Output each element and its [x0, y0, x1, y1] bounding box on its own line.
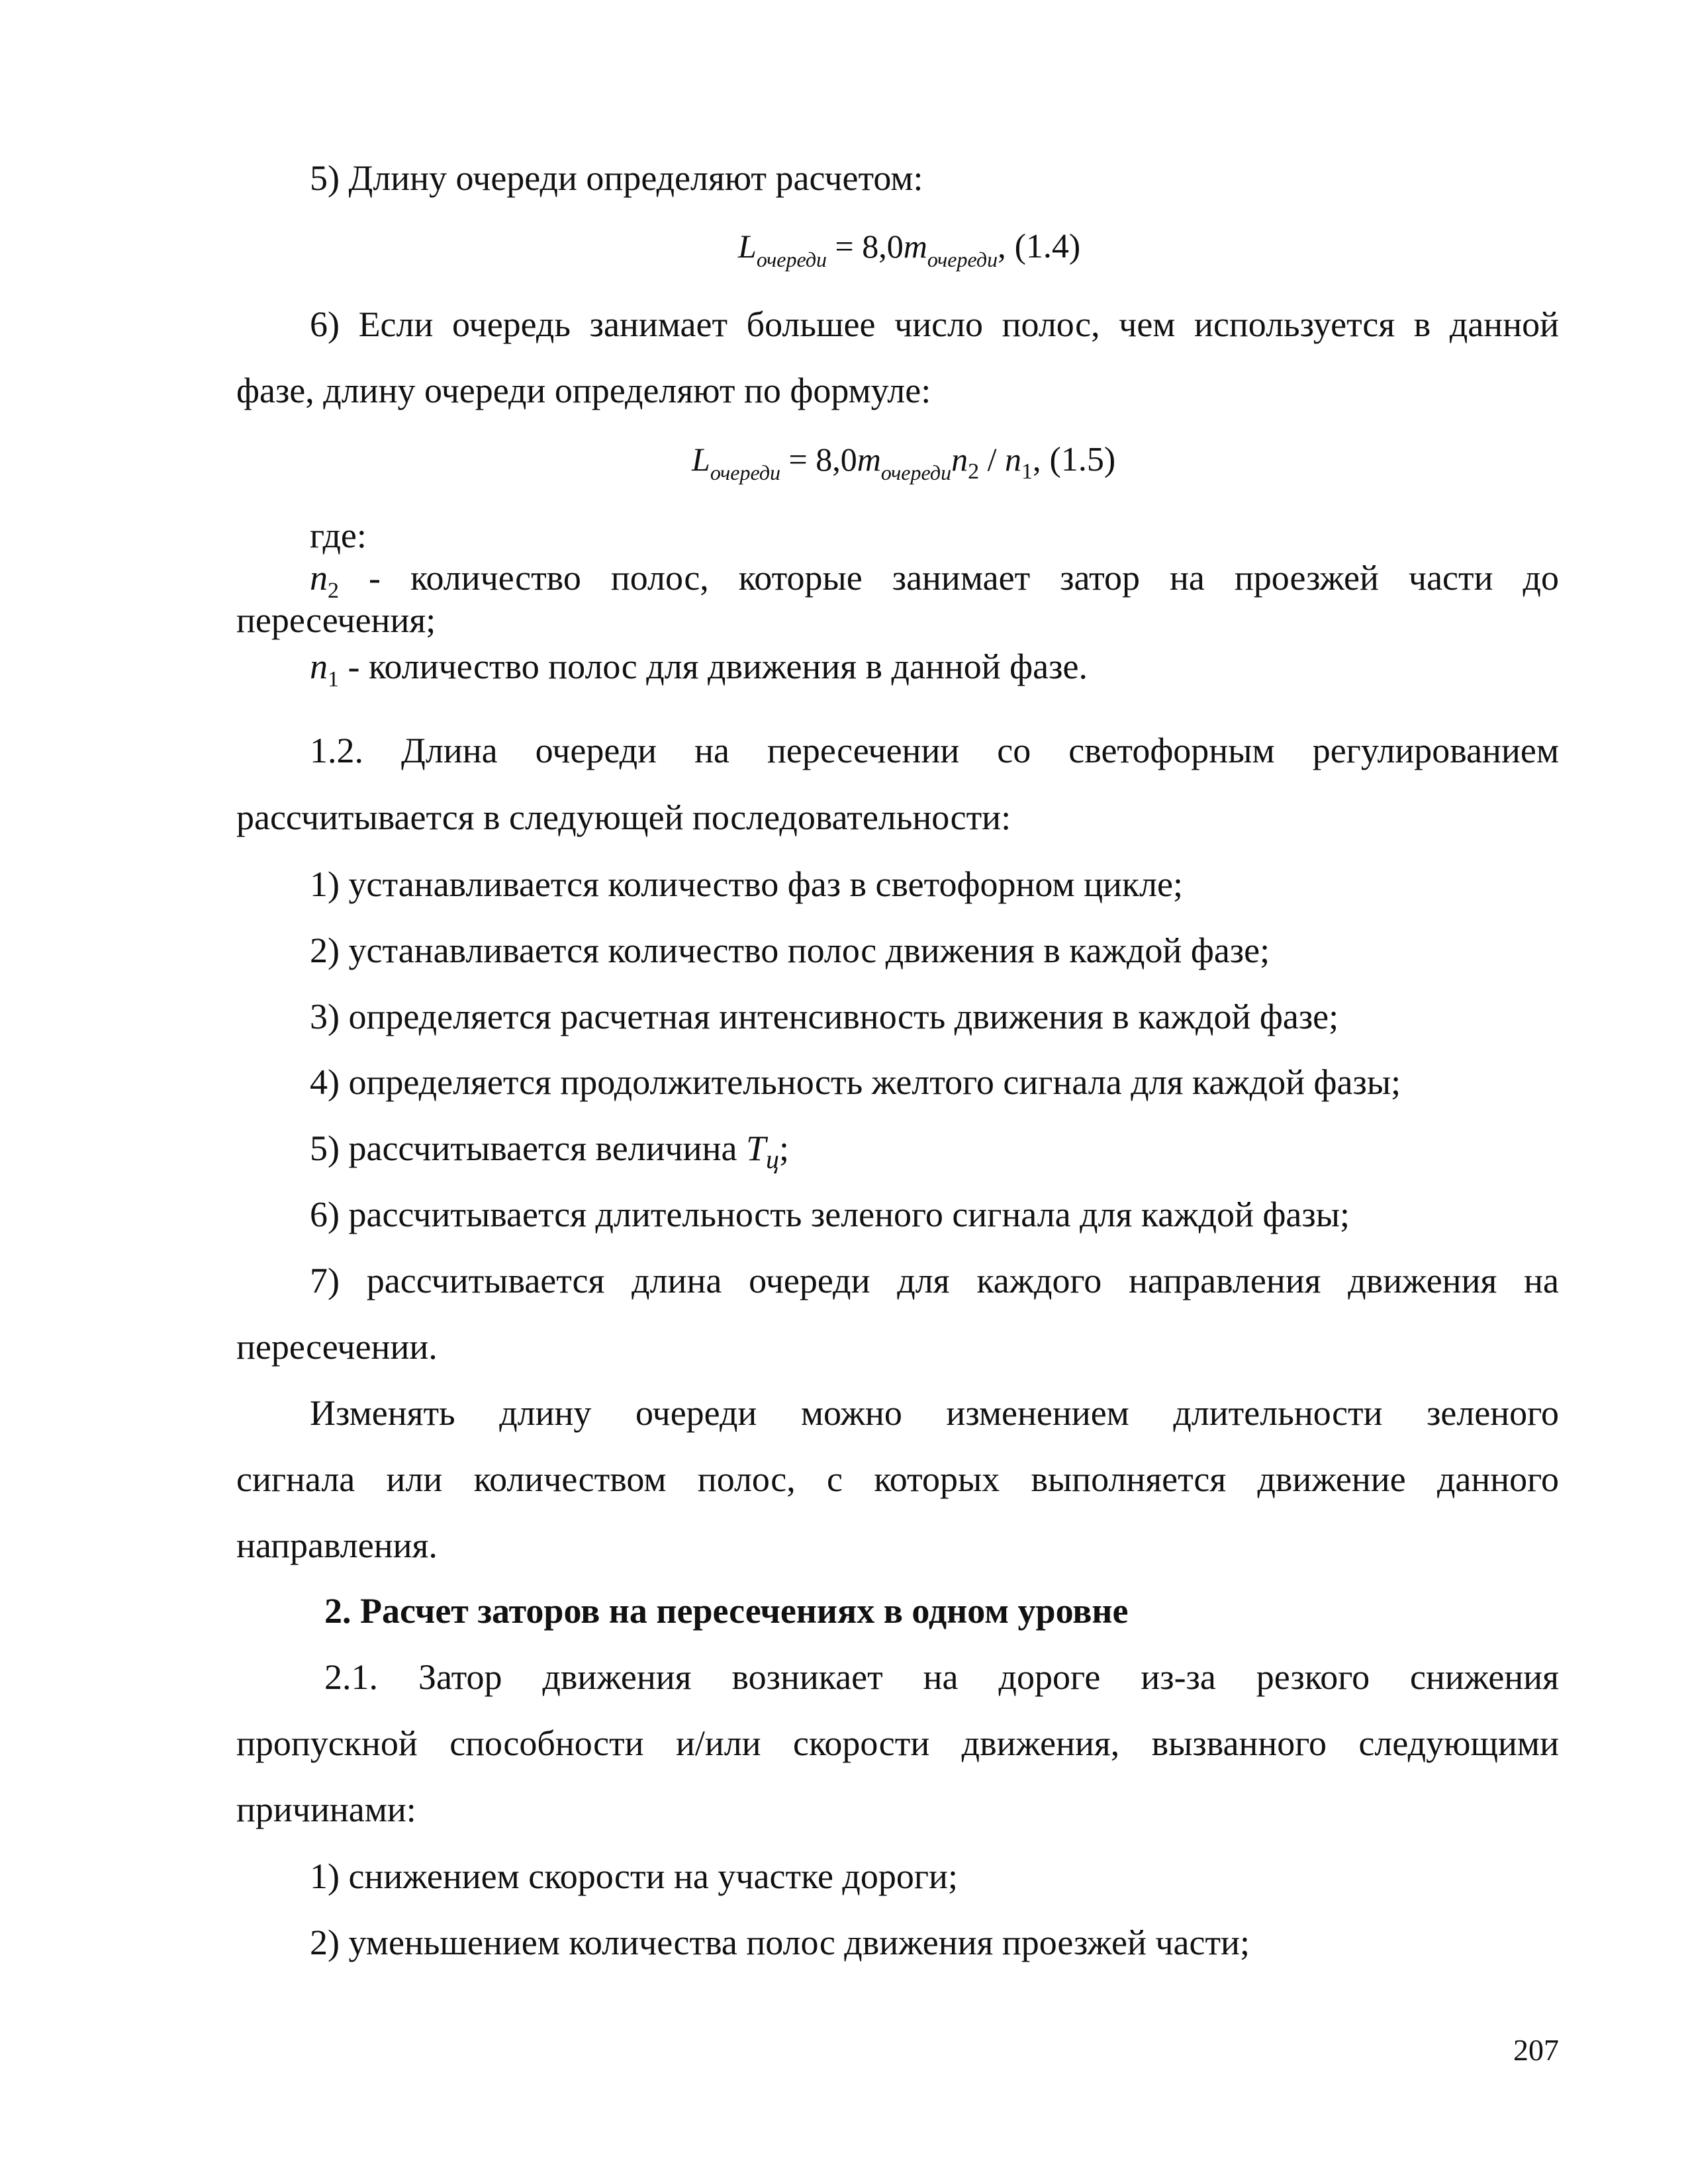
- paragraph-line: фазе, длину очереди определяют по формуле:: [236, 371, 931, 410]
- list-item: 3) определяется расчетная интенсивность движения в каждой фазе;: [310, 997, 1339, 1036]
- paragraph-line: рассчитывается в следующей последовательности:: [236, 797, 1011, 837]
- formula-subscript: очереди: [756, 248, 827, 271]
- variable-t: T: [745, 1128, 766, 1168]
- variable-subscript: 2: [328, 578, 339, 603]
- paragraph-line: Изменять длину очереди можно изменением длительности зеленого: [310, 1393, 1559, 1433]
- paragraph-line: причинами:: [236, 1790, 416, 1829]
- paragraph-line: пересечения;: [236, 600, 436, 640]
- list-item: 4) определяется продолжительность желтого сигнала для каждой фазы;: [310, 1062, 1401, 1102]
- list-item: 1) устанавливается количество фаз в светофорном цикле;: [310, 864, 1184, 904]
- list-item: 2) уменьшением количества полос движения проезжей части;: [310, 1923, 1250, 1962]
- formula-subscript: 1: [1021, 459, 1033, 484]
- list-item: 2) устанавливается количество полос движения в каждой фазе;: [310, 931, 1270, 970]
- paragraph-line: где:: [310, 516, 367, 555]
- list-item: 6) рассчитывается длительность зеленого сигнала для каждой фазы;: [310, 1195, 1350, 1234]
- variable-subscript: 1: [328, 667, 339, 692]
- definition-n1: [310, 645, 1559, 701]
- formula-subscript: 2: [968, 459, 980, 484]
- definition-text: - количество полос для движения в данной фазе.: [339, 647, 1088, 686]
- formula-subscript: очереди: [927, 248, 998, 271]
- page-number: 207: [1513, 2033, 1559, 2067]
- variable-subscript: ц: [766, 1144, 779, 1174]
- formula-equals: = 8,0: [780, 441, 857, 478]
- formula-symbol: m: [903, 228, 927, 265]
- formula-slash: /: [979, 441, 1005, 478]
- list-item: 1) снижением скорости на участке дороги;: [310, 1856, 958, 1896]
- formula-symbol: L: [738, 228, 757, 265]
- paragraph-line: 1.2. Длина очереди на пересечении со светофорным регулированием: [310, 731, 1559, 770]
- formula-subscript: очереди: [880, 461, 952, 484]
- variable-n: n: [310, 558, 328, 598]
- paragraph-line: направления.: [236, 1525, 438, 1565]
- formula-punct: ,: [1033, 441, 1041, 478]
- formula-symbol: L: [692, 441, 710, 478]
- formula-subscript: очереди: [710, 461, 781, 484]
- paragraph-line: 2.1. Затор движения возникает на дороге из-за резкого снижения: [324, 1657, 1559, 1697]
- list-item: 7) рассчитывается длина очереди для каждого направления движения на: [310, 1261, 1559, 1300]
- section-heading: 2. Расчет заторов на пересечениях в одном уровне: [324, 1591, 1129, 1631]
- paragraph-line: сигнала или количеством полос, с которых выполняется движение данного: [236, 1459, 1559, 1499]
- list-item-punct: ;: [779, 1128, 790, 1168]
- paragraph-line: 5) Длину очереди определяют расчетом:: [310, 158, 923, 198]
- paragraph-line: 6) Если очередь занимает большее число полос, чем используется в данной: [310, 304, 1559, 344]
- formula-number: (1.5): [1041, 441, 1116, 478]
- formula-symbol: m: [857, 441, 881, 478]
- paragraph-line: пересечении.: [236, 1327, 438, 1367]
- list-item-text: 5) рассчитывается величина: [310, 1128, 746, 1168]
- definition-text: - количество полос, которые занимает затор на проезжей части до: [339, 558, 1559, 598]
- formula-punct: ,: [998, 228, 1006, 265]
- formula-1-4: [738, 225, 1080, 281]
- formula-symbol: n: [951, 441, 968, 478]
- formula-symbol: n: [1005, 441, 1021, 478]
- variable-n: n: [310, 647, 328, 686]
- list-item: [310, 1127, 1559, 1181]
- formula-1-5: [692, 438, 1115, 494]
- paragraph-line: пропускной способности и/или скорости движения, вызванного следующими: [236, 1723, 1559, 1763]
- formula-number: (1.4): [1006, 228, 1081, 265]
- formula-equals: = 8,0: [827, 228, 904, 265]
